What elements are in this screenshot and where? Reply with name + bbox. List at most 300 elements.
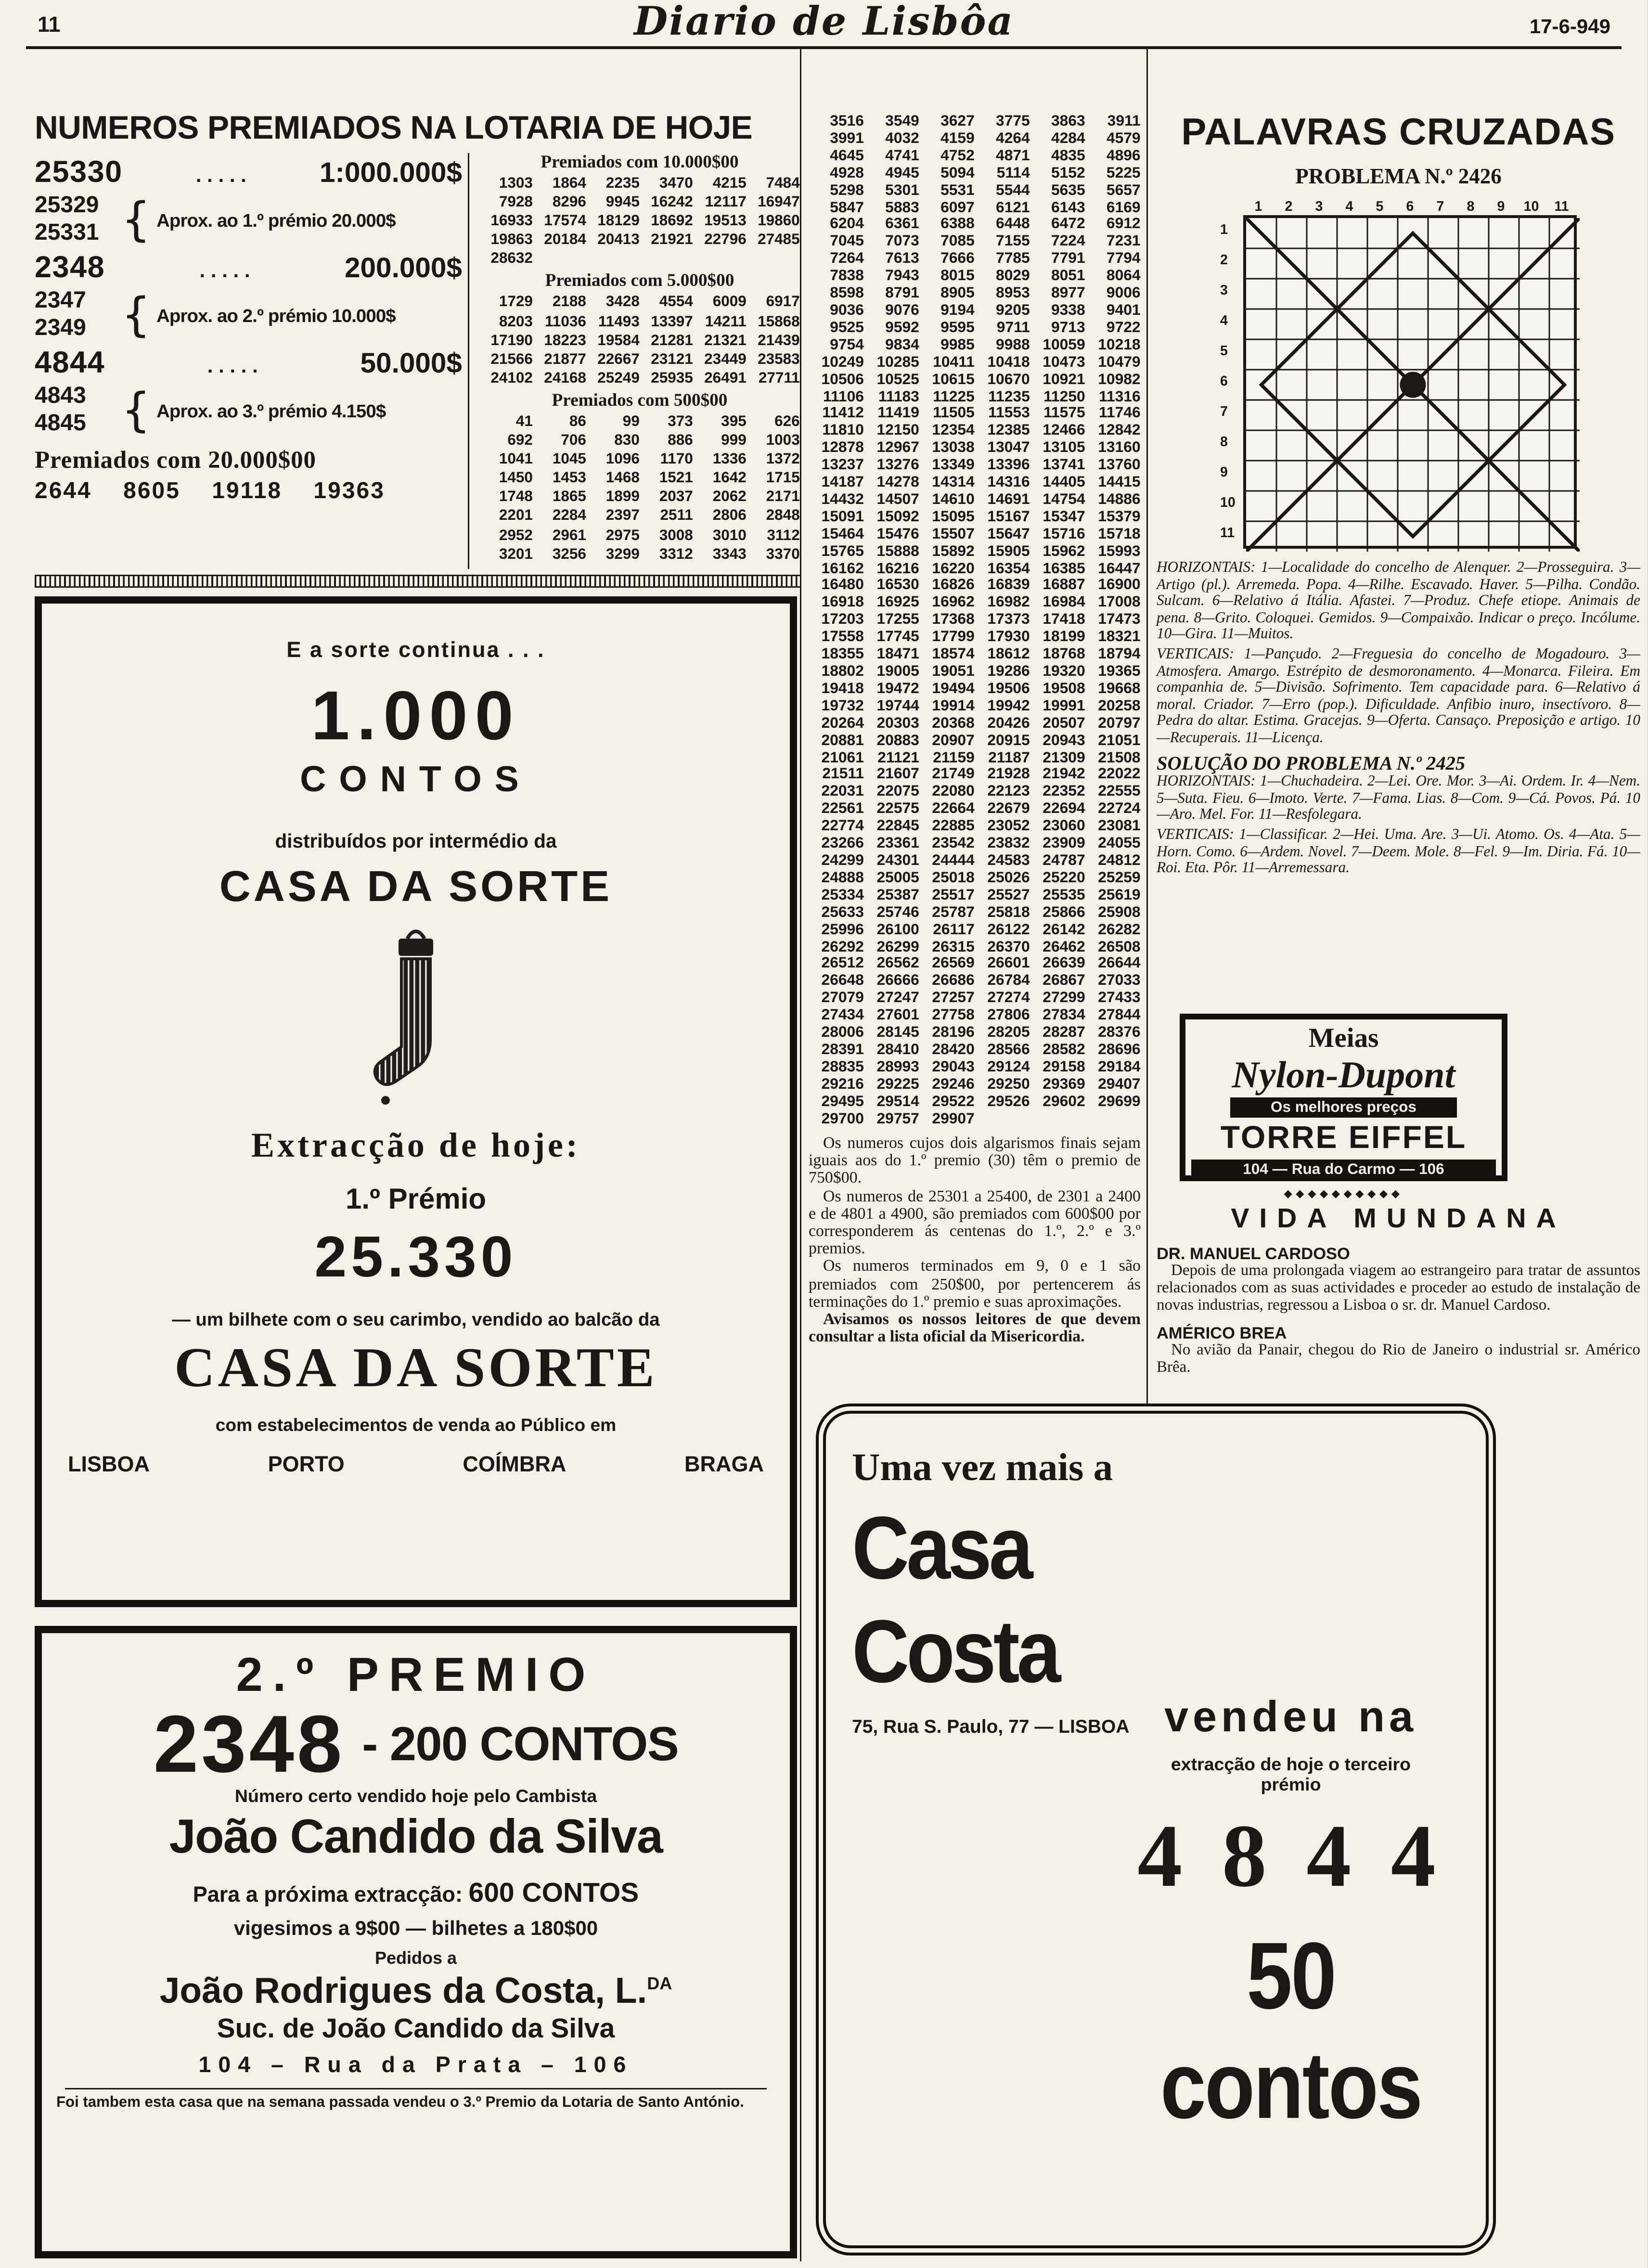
cell: 25935 (651, 369, 693, 387)
cell: 22555 (1098, 783, 1141, 801)
cell: 28145 (876, 1024, 919, 1042)
cell: 3516 (830, 113, 864, 130)
row-number: 6 (1220, 374, 1228, 390)
cell: 12354 (932, 422, 975, 439)
column-number: 5 (1376, 199, 1384, 215)
brace-glyph: { (121, 192, 151, 247)
cell: 19472 (876, 680, 919, 697)
cell: 8051 (1051, 267, 1085, 285)
cell: 14187 (821, 474, 864, 491)
cell: 28582 (1043, 1041, 1085, 1058)
prize-number-row (809, 578, 1141, 595)
cell: 17745 (876, 628, 919, 646)
solution-horizontais: HORIZONTAIS: 1—Chuchadeira. 2—Lei. Ore. Mor. 3—Ai. Ordem. Ir. 4—Nem. 5—Suta. Fieu. 6—Imoto. Verte. 7—Fama. Lias. 8—Com. 9—Cá. Povos. Pá. 10—Aro. Mel. For. 11—Resfolegara. (1157, 774, 1640, 824)
cell: 3428 (605, 294, 640, 311)
cell: 5298 (830, 181, 864, 199)
cell: 27247 (876, 989, 919, 1007)
first-prize-number: 25330 (35, 156, 123, 189)
cell: 28566 (987, 1041, 1030, 1058)
cell: 16962 (932, 594, 975, 612)
cell: 706 (561, 432, 586, 450)
cell: 8029 (996, 267, 1030, 285)
cambista-name: João Candido da Silva (169, 1809, 663, 1863)
cell: 1899 (605, 488, 640, 506)
cell: 2235 (605, 175, 640, 192)
first-approx-row (35, 192, 462, 247)
dots: . . . . . (195, 163, 246, 186)
cell: 13760 (1098, 456, 1141, 474)
cell: 692 (507, 432, 533, 450)
cell: 999 (721, 432, 747, 450)
stocking-icon (370, 924, 462, 1112)
cell: 23060 (1043, 817, 1085, 835)
cell: 25996 (821, 920, 864, 938)
cell: 25220 (1043, 869, 1085, 887)
cell: 13047 (987, 439, 1030, 457)
prize-number-row (479, 193, 800, 212)
prize-number-row (809, 406, 1141, 424)
prize-number-row (809, 166, 1141, 183)
cell: 7791 (1051, 250, 1085, 268)
ticket-prices: vigesimos a 9$00 — bilhetes a 180$00 (233, 1916, 598, 1939)
cell: 14415 (1098, 474, 1141, 491)
cell: 26666 (876, 972, 919, 990)
cell: 9194 (940, 301, 975, 319)
cell: 26562 (876, 955, 919, 973)
grid-cells (1243, 215, 1577, 549)
cell: 16826 (932, 577, 975, 594)
cell: 24299 (821, 851, 864, 869)
cell: 1729 (499, 294, 533, 311)
crossword-clues (1157, 560, 1640, 877)
lottery-column-divider (468, 153, 469, 569)
prize-number-row (809, 458, 1141, 475)
cell: 16984 (1043, 594, 1085, 612)
column-number: 10 (1523, 199, 1539, 215)
cell: 3863 (1051, 113, 1085, 130)
cell: 5635 (1051, 181, 1085, 199)
prize-number-row (809, 1043, 1141, 1060)
cell: 19365 (1098, 663, 1141, 680)
cell: 3549 (885, 113, 919, 130)
sold-text: vendeu na (1164, 1694, 1418, 1741)
cell: 14507 (876, 490, 919, 508)
third-prize-number: 4844 (35, 347, 105, 380)
cell: 18612 (987, 645, 1030, 663)
cell: 10249 (821, 353, 864, 371)
cell: 4284 (1051, 129, 1085, 147)
cell: 25787 (932, 903, 975, 921)
cell: 20426 (987, 714, 1030, 732)
cell: 7264 (830, 250, 864, 268)
cell: 14754 (1043, 490, 1085, 508)
cell: 19005 (876, 663, 919, 680)
note-paragraph: Os numeros terminados em 9, 0 e 1 são premiados com 250$00, por pertencerem ás terminações do 1.º premio e suas aproximações. (809, 1258, 1141, 1311)
cell: 10218 (1098, 336, 1141, 354)
cell: 28410 (876, 1041, 919, 1058)
cell: 22667 (597, 350, 640, 368)
cell: 3299 (605, 545, 640, 563)
cell: 23052 (987, 817, 1030, 835)
cell: 9713 (1051, 319, 1085, 336)
cell: 11553 (988, 405, 1030, 423)
cell: 18223 (544, 331, 586, 349)
warning-paragraph: Avisamos os nossos leitores de que devem consultar a lista oficial da Misericordia. (809, 1311, 1141, 1346)
cell: 15888 (876, 542, 919, 560)
cell: 22561 (821, 800, 864, 818)
cell: 1468 (605, 469, 640, 487)
cell: 17203 (821, 611, 864, 629)
cell: 16839 (987, 577, 1030, 594)
cell: 17008 (1098, 594, 1141, 612)
prize-20000-title: Premiados com 20.000$00 (35, 446, 316, 474)
second-approx-row (35, 287, 462, 342)
issue-date: 17-6-949 (1529, 14, 1610, 38)
cell: 29700 (821, 1109, 864, 1127)
store-address: 75, Rua S. Paulo, 77 — LISBOA (852, 1715, 1130, 1737)
cell: 19051 (932, 663, 975, 680)
cell: 12385 (987, 422, 1030, 439)
row-number: 11 (1220, 526, 1235, 541)
cell: 8203 (499, 312, 533, 330)
vida-mundana-section (1157, 1204, 1640, 1377)
cell: 25018 (932, 869, 975, 887)
cell: 11235 (988, 387, 1030, 405)
cell: 9401 (1106, 301, 1141, 319)
solution-title: SOLUÇÃO DO PROBLEMA N.º 2425 (1157, 751, 1466, 773)
cell: 3775 (996, 113, 1030, 130)
prize-number-row (42, 1698, 790, 1789)
prize-number-row (809, 441, 1141, 458)
cell: 4752 (940, 147, 975, 165)
cell: 4554 (659, 294, 693, 311)
prize-number-row (809, 114, 1141, 131)
cell: 19513 (704, 212, 747, 230)
cell: 25746 (876, 903, 919, 921)
cell: 29184 (1098, 1058, 1141, 1076)
cell: 1748 (499, 488, 533, 506)
cell: 10670 (987, 370, 1030, 388)
cell: 19863 (490, 231, 533, 249)
cell: 22796 (704, 231, 747, 249)
cell: 5544 (996, 181, 1030, 199)
cell: 21121 (877, 748, 919, 766)
cell: 7155 (996, 233, 1030, 251)
column-number: 9 (1497, 199, 1505, 215)
cell: 22031 (821, 783, 864, 801)
prize-number-row (809, 1025, 1141, 1043)
cell: 20881 (821, 731, 864, 749)
cell: 27758 (932, 1006, 975, 1024)
cell: 7085 (940, 233, 975, 251)
cell: 27844 (1098, 1006, 1141, 1024)
ad-note: — um bilhete com o seu carimbo, vendido ao balcão da (172, 1308, 660, 1330)
cell: 7666 (940, 250, 975, 268)
cell: 3256 (552, 545, 586, 563)
cell: 26601 (987, 955, 1030, 973)
cell: 21942 (1043, 766, 1085, 784)
casa-costa-right (1116, 1694, 1466, 2139)
cell: 7224 (1051, 233, 1085, 251)
cell: 8015 (940, 267, 975, 285)
cell: 7231 (1106, 233, 1141, 251)
cell: 10479 (1098, 353, 1141, 371)
cell: 26142 (1043, 920, 1085, 938)
cell: 26491 (704, 369, 747, 387)
cell: 29522 (932, 1092, 975, 1110)
cell: 6169 (1106, 198, 1141, 216)
cell: 1045 (552, 451, 586, 468)
cell: 9945 (605, 193, 640, 211)
cell: 1041 (499, 451, 533, 468)
prize-number-row (809, 767, 1141, 785)
row-number: 4 (1220, 313, 1228, 329)
approx-numbers (35, 287, 121, 342)
cell: 8791 (885, 284, 919, 302)
prize-number-row (809, 647, 1141, 664)
column-number: 2 (1285, 199, 1293, 215)
cell: 17799 (932, 628, 975, 646)
prize-20000-numbers: 2644 8605 19118 19363 (35, 479, 385, 504)
prize-10000-title: Premiados com 10.000$00 (541, 152, 739, 172)
cell: 29526 (987, 1092, 1030, 1110)
cell: 29602 (1043, 1092, 1085, 1110)
cell: 9076 (885, 301, 919, 319)
cell: 15716 (1043, 525, 1085, 543)
cell: 21877 (544, 350, 586, 368)
row-number: 9 (1220, 465, 1228, 481)
cell: 11036 (545, 312, 586, 330)
cell: 4928 (830, 164, 864, 182)
cell: 16480 (821, 577, 864, 594)
cell: 15868 (758, 312, 800, 330)
prize-number-row (809, 355, 1141, 372)
cell: 27033 (1098, 972, 1141, 990)
newspaper-title: Diario de Lisbôa (633, 0, 1014, 45)
approx-numbers (35, 383, 121, 438)
ad-intro: Uma vez mais a (852, 1445, 1113, 1489)
cell: 15647 (987, 525, 1030, 543)
cell: 19744 (876, 697, 919, 715)
approx-number: 4845 (35, 412, 86, 436)
cell: 4835 (1051, 147, 1085, 165)
column-number: 3 (1315, 199, 1323, 215)
grid-row-numbers (1220, 215, 1243, 549)
cell: 16982 (987, 594, 1030, 612)
cell: 26648 (821, 972, 864, 990)
cell: 26639 (1043, 955, 1085, 973)
cell: 7045 (830, 233, 864, 251)
cell: 3370 (766, 545, 800, 563)
cell: 21566 (490, 350, 533, 368)
cell: 19418 (821, 680, 864, 697)
company-name (42, 1971, 790, 2013)
prize-number-row (809, 956, 1141, 974)
cell: 3470 (659, 175, 693, 192)
cell: 23832 (987, 835, 1030, 852)
cell: 21508 (1098, 748, 1141, 766)
prize-number-row (809, 527, 1141, 544)
prize-number-row (809, 888, 1141, 905)
cell: 17574 (544, 212, 586, 230)
successor-line: Suc. de João Candido da Silva (217, 2014, 615, 2045)
cell: 19860 (758, 212, 800, 230)
crossword-title: PALAVRAS CRUZADAS (1181, 110, 1616, 153)
cell: 1642 (712, 469, 747, 487)
prize-number-row (809, 475, 1141, 492)
cell: 1453 (552, 469, 586, 487)
cell: 23121 (651, 350, 693, 368)
prize-number-row (809, 991, 1141, 1008)
cell: 13741 (1043, 456, 1085, 474)
approx-number: 25331 (35, 221, 99, 245)
cell: 16530 (876, 577, 919, 594)
cell: 19732 (821, 697, 864, 715)
cell: 17255 (876, 611, 919, 629)
cell: 5847 (830, 198, 864, 216)
cell: 16900 (1098, 577, 1141, 594)
cell: 2037 (659, 488, 693, 506)
cell: 17190 (490, 331, 533, 349)
cell: 26299 (876, 938, 919, 955)
cell: 26370 (987, 938, 1030, 955)
prize-number-row (809, 131, 1141, 149)
column-number: 6 (1406, 199, 1414, 215)
cell: 7484 (766, 175, 800, 192)
cell: 29369 (1043, 1075, 1085, 1093)
cell: 2806 (712, 507, 747, 525)
cell: 12967 (876, 439, 919, 457)
prize-number-row (809, 595, 1141, 613)
ad-brand-serif: CASA DA SORTE (174, 1337, 657, 1399)
prize-number-row (809, 974, 1141, 991)
cell: 9722 (1106, 319, 1141, 336)
cell: 18199 (1043, 628, 1085, 646)
cell: 29407 (1098, 1075, 1141, 1093)
cell: 11419 (877, 405, 919, 423)
prize-number-row (809, 269, 1141, 286)
cell: 16385 (1043, 559, 1085, 577)
crossword-grid (1220, 199, 1577, 549)
cell: 3201 (499, 545, 533, 563)
lottery-title: NUMEROS PREMIADOS NA LOTARIA DE HOJE (35, 110, 752, 146)
prize-number-row (809, 853, 1141, 871)
cell: 395 (721, 412, 747, 430)
approx-number: 4843 (35, 384, 86, 409)
cell: 9711 (996, 319, 1030, 336)
cell: 4579 (1106, 129, 1141, 147)
cell: 18574 (932, 645, 975, 663)
sold-by-text: Número certo vendido hoje pelo Cambista (234, 1786, 597, 1806)
cell: 1865 (552, 488, 586, 506)
city-name: COÍMBRA (463, 1453, 566, 1477)
crossword-problem-number: PROBLEMA N.º 2426 (1295, 166, 1502, 189)
cell: 16162 (821, 559, 864, 577)
cell: 9525 (830, 319, 864, 336)
column-number: 8 (1467, 199, 1475, 215)
cell: 21309 (1043, 748, 1085, 766)
cell: 22724 (1098, 800, 1141, 818)
lottery-notes (809, 1135, 1141, 1346)
prize-amount: - 200 CONTOS (362, 1717, 679, 1770)
cell: 7928 (499, 193, 533, 211)
cell: 13349 (932, 456, 975, 474)
cell: 16216 (876, 559, 919, 577)
approx-number: 2347 (35, 289, 86, 313)
lottery-minor-prizes (479, 150, 800, 564)
cell: 17930 (987, 628, 1030, 646)
cell: 1003 (766, 432, 800, 450)
cell: 15905 (987, 542, 1030, 560)
cell: 19668 (1098, 680, 1141, 697)
third-approx-row (35, 383, 462, 438)
cell: 21921 (651, 231, 693, 249)
cell: 9985 (940, 336, 975, 354)
column-number: 7 (1436, 199, 1444, 215)
cell: 25619 (1098, 886, 1141, 904)
cell: 9834 (885, 336, 919, 354)
cell: 6097 (940, 198, 975, 216)
prize-number-row (809, 716, 1141, 733)
entry-text: Depois de uma prolongada viagem ao estrangeiro para tratar de assuntos relacionados com as suas actividades e proceder ao estudo de instalação de novas industrias, regressou a Lisboa o sr. dr. Manuel Cardoso. (1157, 1262, 1640, 1314)
cell: 16925 (876, 594, 919, 612)
cell: 19494 (932, 680, 975, 697)
cell: 11250 (1043, 387, 1085, 405)
ad-network-text: com estabelecimentos de venda ao Público em (215, 1415, 617, 1435)
ad-tagline: E a sorte continua . . . (286, 638, 545, 663)
cell: 8064 (1106, 267, 1141, 285)
cell: 1521 (659, 469, 693, 487)
cell: 28696 (1098, 1041, 1141, 1058)
cell: 12466 (1043, 422, 1085, 439)
cell: 2848 (766, 507, 800, 525)
cell: 10285 (876, 353, 919, 371)
prize-number-row (809, 217, 1141, 234)
cell: 6912 (1106, 216, 1141, 233)
cell: 10525 (876, 370, 919, 388)
cell: 19286 (987, 663, 1030, 680)
cell: 27274 (987, 989, 1030, 1007)
cell: 28205 (987, 1024, 1030, 1042)
cell: 24168 (544, 369, 586, 387)
cell: 25535 (1043, 886, 1085, 904)
cell: 20258 (1098, 697, 1141, 715)
row-number: 10 (1220, 495, 1236, 511)
cell: 86 (569, 412, 586, 430)
ad-brand: CASA DA SORTE (219, 863, 613, 911)
prize-number-row (809, 802, 1141, 819)
cell: 9592 (885, 319, 919, 336)
cell: 25517 (932, 886, 975, 904)
prize-number-row (479, 332, 800, 350)
cell: 29514 (876, 1092, 919, 1110)
cell: 26100 (876, 920, 919, 938)
cell: 13038 (932, 439, 975, 457)
cell: 4896 (1106, 147, 1141, 165)
cell: 18471 (876, 645, 919, 663)
cell: 22075 (876, 783, 919, 801)
prize-5000-title: Premiados com 5.000$00 (545, 271, 734, 291)
prize-number-row (809, 372, 1141, 389)
cell: 14691 (987, 490, 1030, 508)
cell: 22080 (932, 783, 975, 801)
cell: 22845 (876, 817, 919, 835)
cell: 22352 (1043, 783, 1085, 801)
cell: 15379 (1098, 508, 1141, 526)
cell: 7785 (996, 250, 1030, 268)
cell: 9205 (996, 301, 1030, 319)
cell: 23542 (932, 835, 975, 852)
